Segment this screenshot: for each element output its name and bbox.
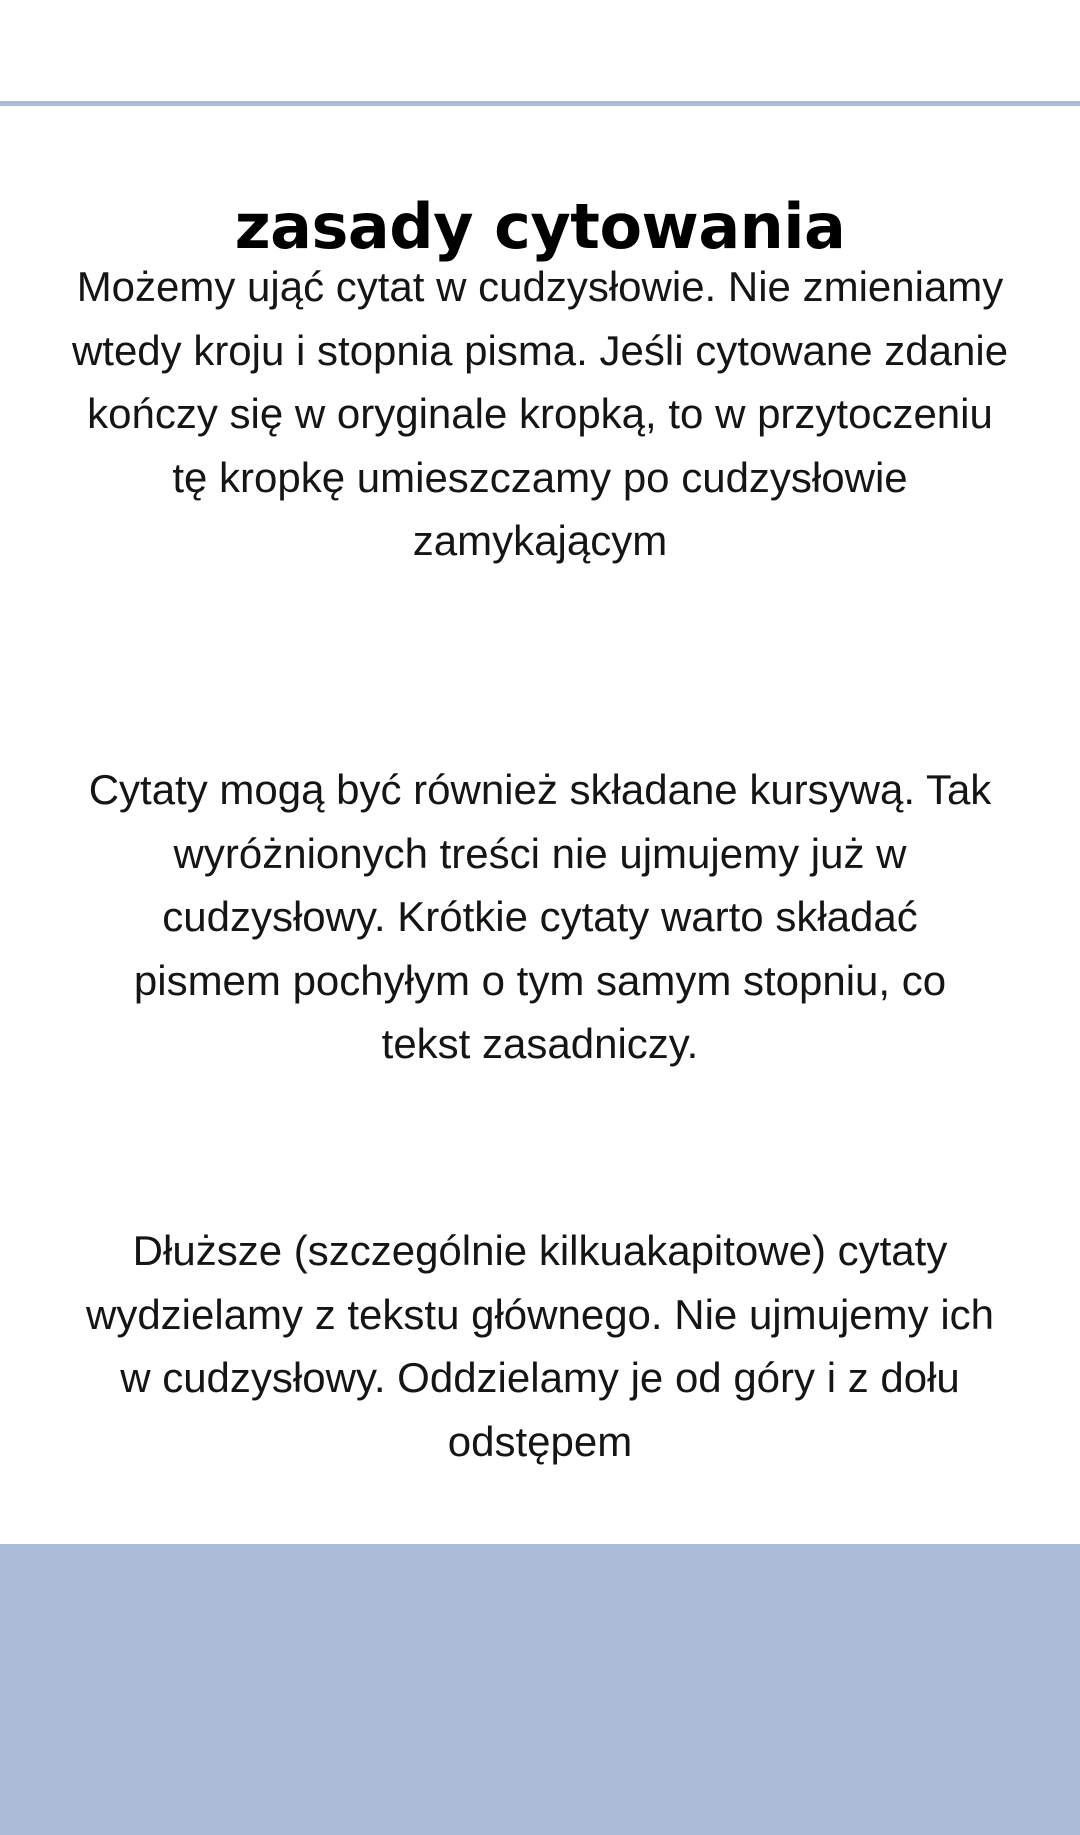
paragraph-line: pismem pochyłym o tym samym stopniu, co xyxy=(133,956,947,1004)
paragraph-line: tę kropkę umieszczamy po cudzysłowie xyxy=(172,453,908,501)
paragraph-line: Możemy ująć cytat w cudzysłowie. Nie zmieniamy xyxy=(76,263,1004,310)
paragraph-italics xyxy=(0,758,1080,1076)
paragraph-line: odstępem xyxy=(447,1417,633,1465)
paragraph-line: kończy się w oryginale kropką, to w przytoczeniu xyxy=(87,390,993,437)
top-divider xyxy=(0,101,1080,106)
paragraph-line: zamykającym xyxy=(412,517,668,564)
paragraph-line: wtedy kroju i stopnia pisma. Jeśli cytowane zdanie xyxy=(71,326,1009,374)
paragraph-quotation-marks xyxy=(0,255,1080,573)
paragraph-line: w cudzysłowy. Oddzielamy je od góry i z dołu xyxy=(120,1354,960,1401)
paragraph-line: tekst zasadniczy. xyxy=(381,1020,699,1067)
paragraph-line: wyróżnionych treści nie ujmujemy już w xyxy=(173,829,907,877)
paragraph-line: Cytaty mogą być również składane kursywą. Tak xyxy=(88,766,992,813)
paragraph-line: cudzysłowy. Krótkie cytaty warto składać xyxy=(162,893,918,940)
paragraph-line: Dłuższe (szczególnie kilkuakapitowe) cytaty xyxy=(132,1227,948,1274)
page-title: zasady cytowania xyxy=(234,189,846,263)
paragraph-line: wydzielamy z tekstu głównego. Nie ujmujemy ich xyxy=(85,1290,995,1338)
bottom-color-band xyxy=(0,1544,1080,1835)
paragraph-block-quotes xyxy=(0,1219,1080,1473)
